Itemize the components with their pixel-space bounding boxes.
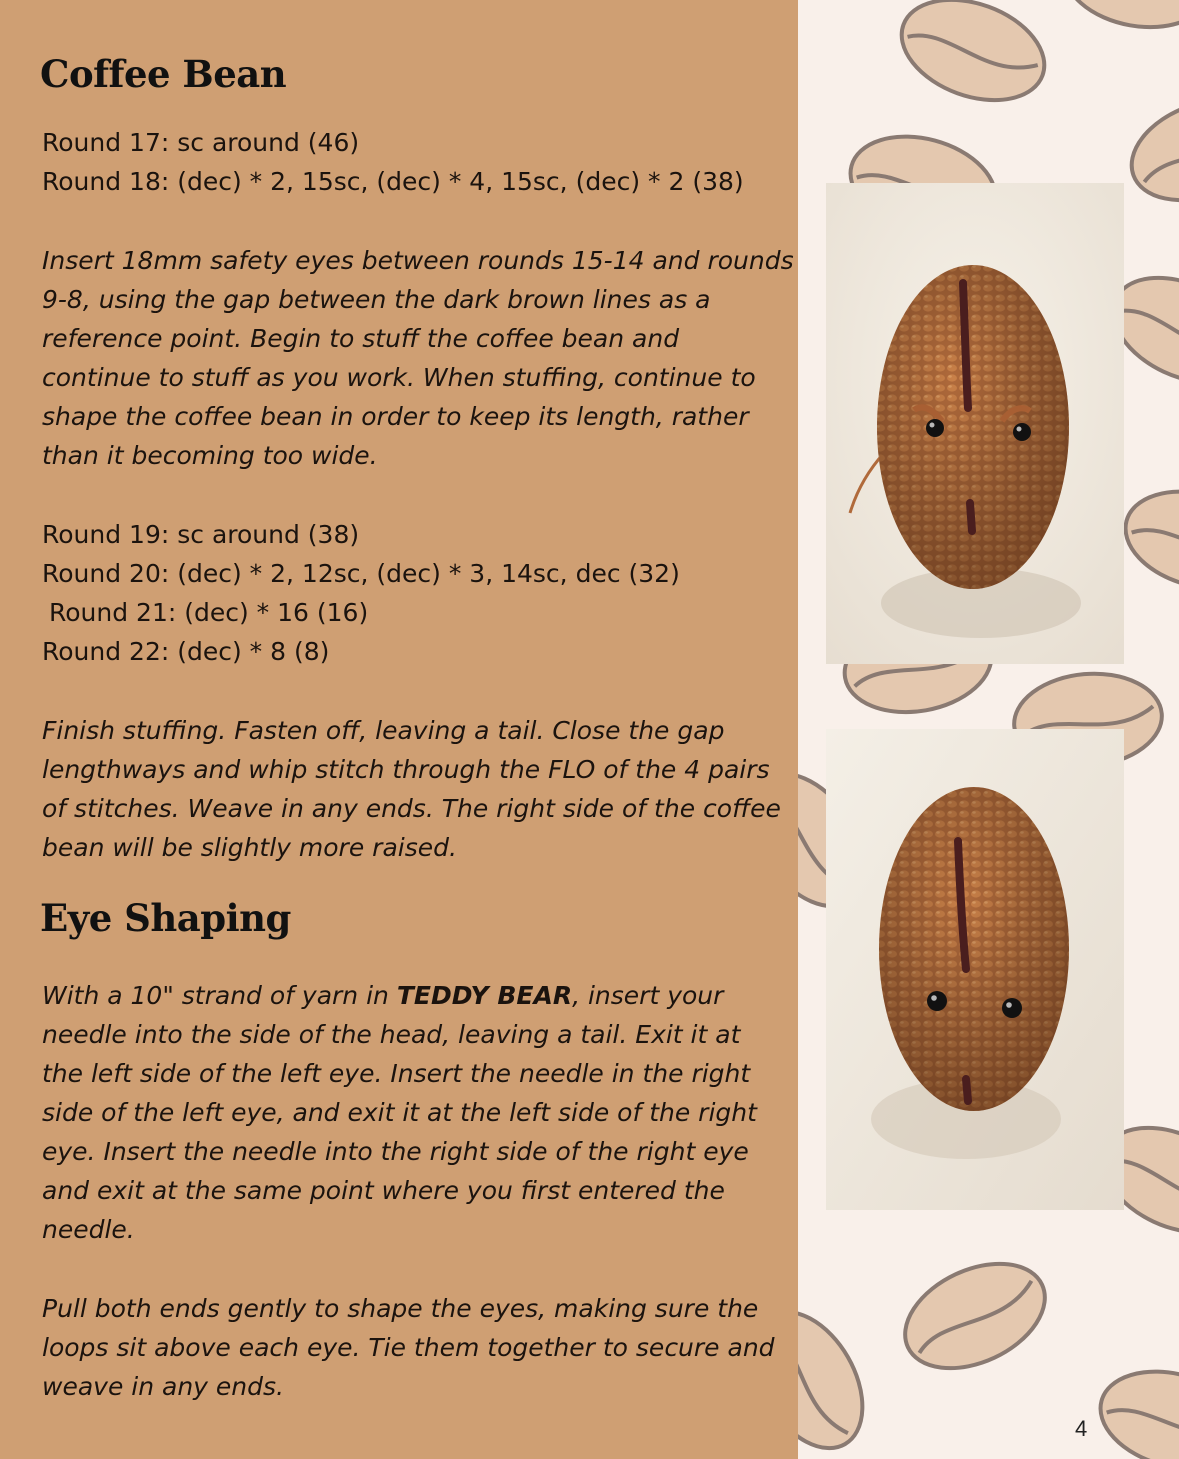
round-20: Round 20: (dec) * 2, 12sc, (dec) * 3, 14sc, dec (32) — [42, 559, 680, 588]
paragraph-line: Pull both ends gently to shape the eyes, making sure the — [42, 1294, 759, 1323]
paragraph-line: and exit at the same point where you first entered the — [42, 1176, 725, 1205]
bean-decoration-icon — [1090, 1356, 1179, 1459]
bean-decoration-icon — [888, 1243, 1061, 1389]
paragraph-line: eye. Insert the needle into the right side of the right eye — [42, 1137, 749, 1166]
round-19: Round 19: sc around (38) — [42, 520, 360, 549]
paragraph-line: continue to stuff as you work. When stuffing, continue to — [42, 363, 756, 392]
bean-decoration-icon — [1115, 476, 1179, 603]
paragraph-line: Insert 18mm safety eyes between rounds 15-14 and rounds — [42, 246, 794, 275]
paragraph-line: bean will be slightly more raised. — [42, 833, 457, 862]
page-number: 4 — [1075, 1416, 1088, 1441]
paragraph-line: 9-8, using the gap between the dark brown lines as a — [42, 285, 711, 314]
bean-decoration-icon — [1118, 81, 1179, 218]
paragraph-line: Finish stuffing. Fasten off, leaving a tail. Close the gap — [42, 716, 725, 745]
text-run: , insert your — [572, 981, 724, 1010]
eye-shaping-heading: Eye Shaping — [40, 896, 291, 940]
bean-decoration-icon — [798, 1293, 885, 1459]
paragraph-line: lengthways and whip stitch through the FLO of the 4 pairs — [42, 755, 770, 784]
paragraph-line — [42, 981, 723, 1010]
round-17: Round 17: sc around (46) — [42, 128, 360, 157]
paragraph-line: reference point. Begin to stuff the coffee bean and — [42, 324, 680, 353]
text-run: With a 10" strand of yarn in — [42, 981, 397, 1010]
paragraph-line: loops sit above each eye. Tie them together to secure and — [42, 1333, 775, 1362]
yarn-name: TEDDY BEAR — [396, 981, 573, 1010]
paragraph-line: shape the coffee bean in order to keep its length, rather — [42, 402, 749, 431]
bean-decoration-icon — [1057, 0, 1179, 38]
paragraph-line: the left side of the left eye. Insert the needle in the right — [42, 1059, 751, 1088]
paragraph-line: needle into the side of the head, leaving a tail. Exit it at — [42, 1020, 741, 1049]
crochet-bean-image — [826, 183, 1124, 664]
coffee-bean-photo-angled — [826, 183, 1124, 664]
coffee-bean-heading: Coffee Bean — [40, 52, 287, 96]
paragraph-line: side of the left eye, and exit it at the left side of the right — [42, 1098, 757, 1127]
coffee-bean-photo-front — [826, 729, 1124, 1210]
paragraph-line: needle. — [42, 1215, 135, 1244]
paragraph-line: of stitches. Weave in any ends. The right side of the coffee — [42, 794, 781, 823]
crochet-bean-image — [826, 729, 1124, 1210]
paragraph-line: weave in any ends. — [42, 1372, 284, 1401]
round-21: Round 21: (dec) * 16 (16) — [49, 598, 369, 627]
bean-decoration-icon — [888, 0, 1059, 119]
paragraph-line: than it becoming too wide. — [42, 441, 378, 470]
round-18: Round 18: (dec) * 2, 15sc, (dec) * 4, 15sc, (dec) * 2 (38) — [42, 167, 744, 196]
round-22: Round 22: (dec) * 8 (8) — [42, 637, 330, 666]
